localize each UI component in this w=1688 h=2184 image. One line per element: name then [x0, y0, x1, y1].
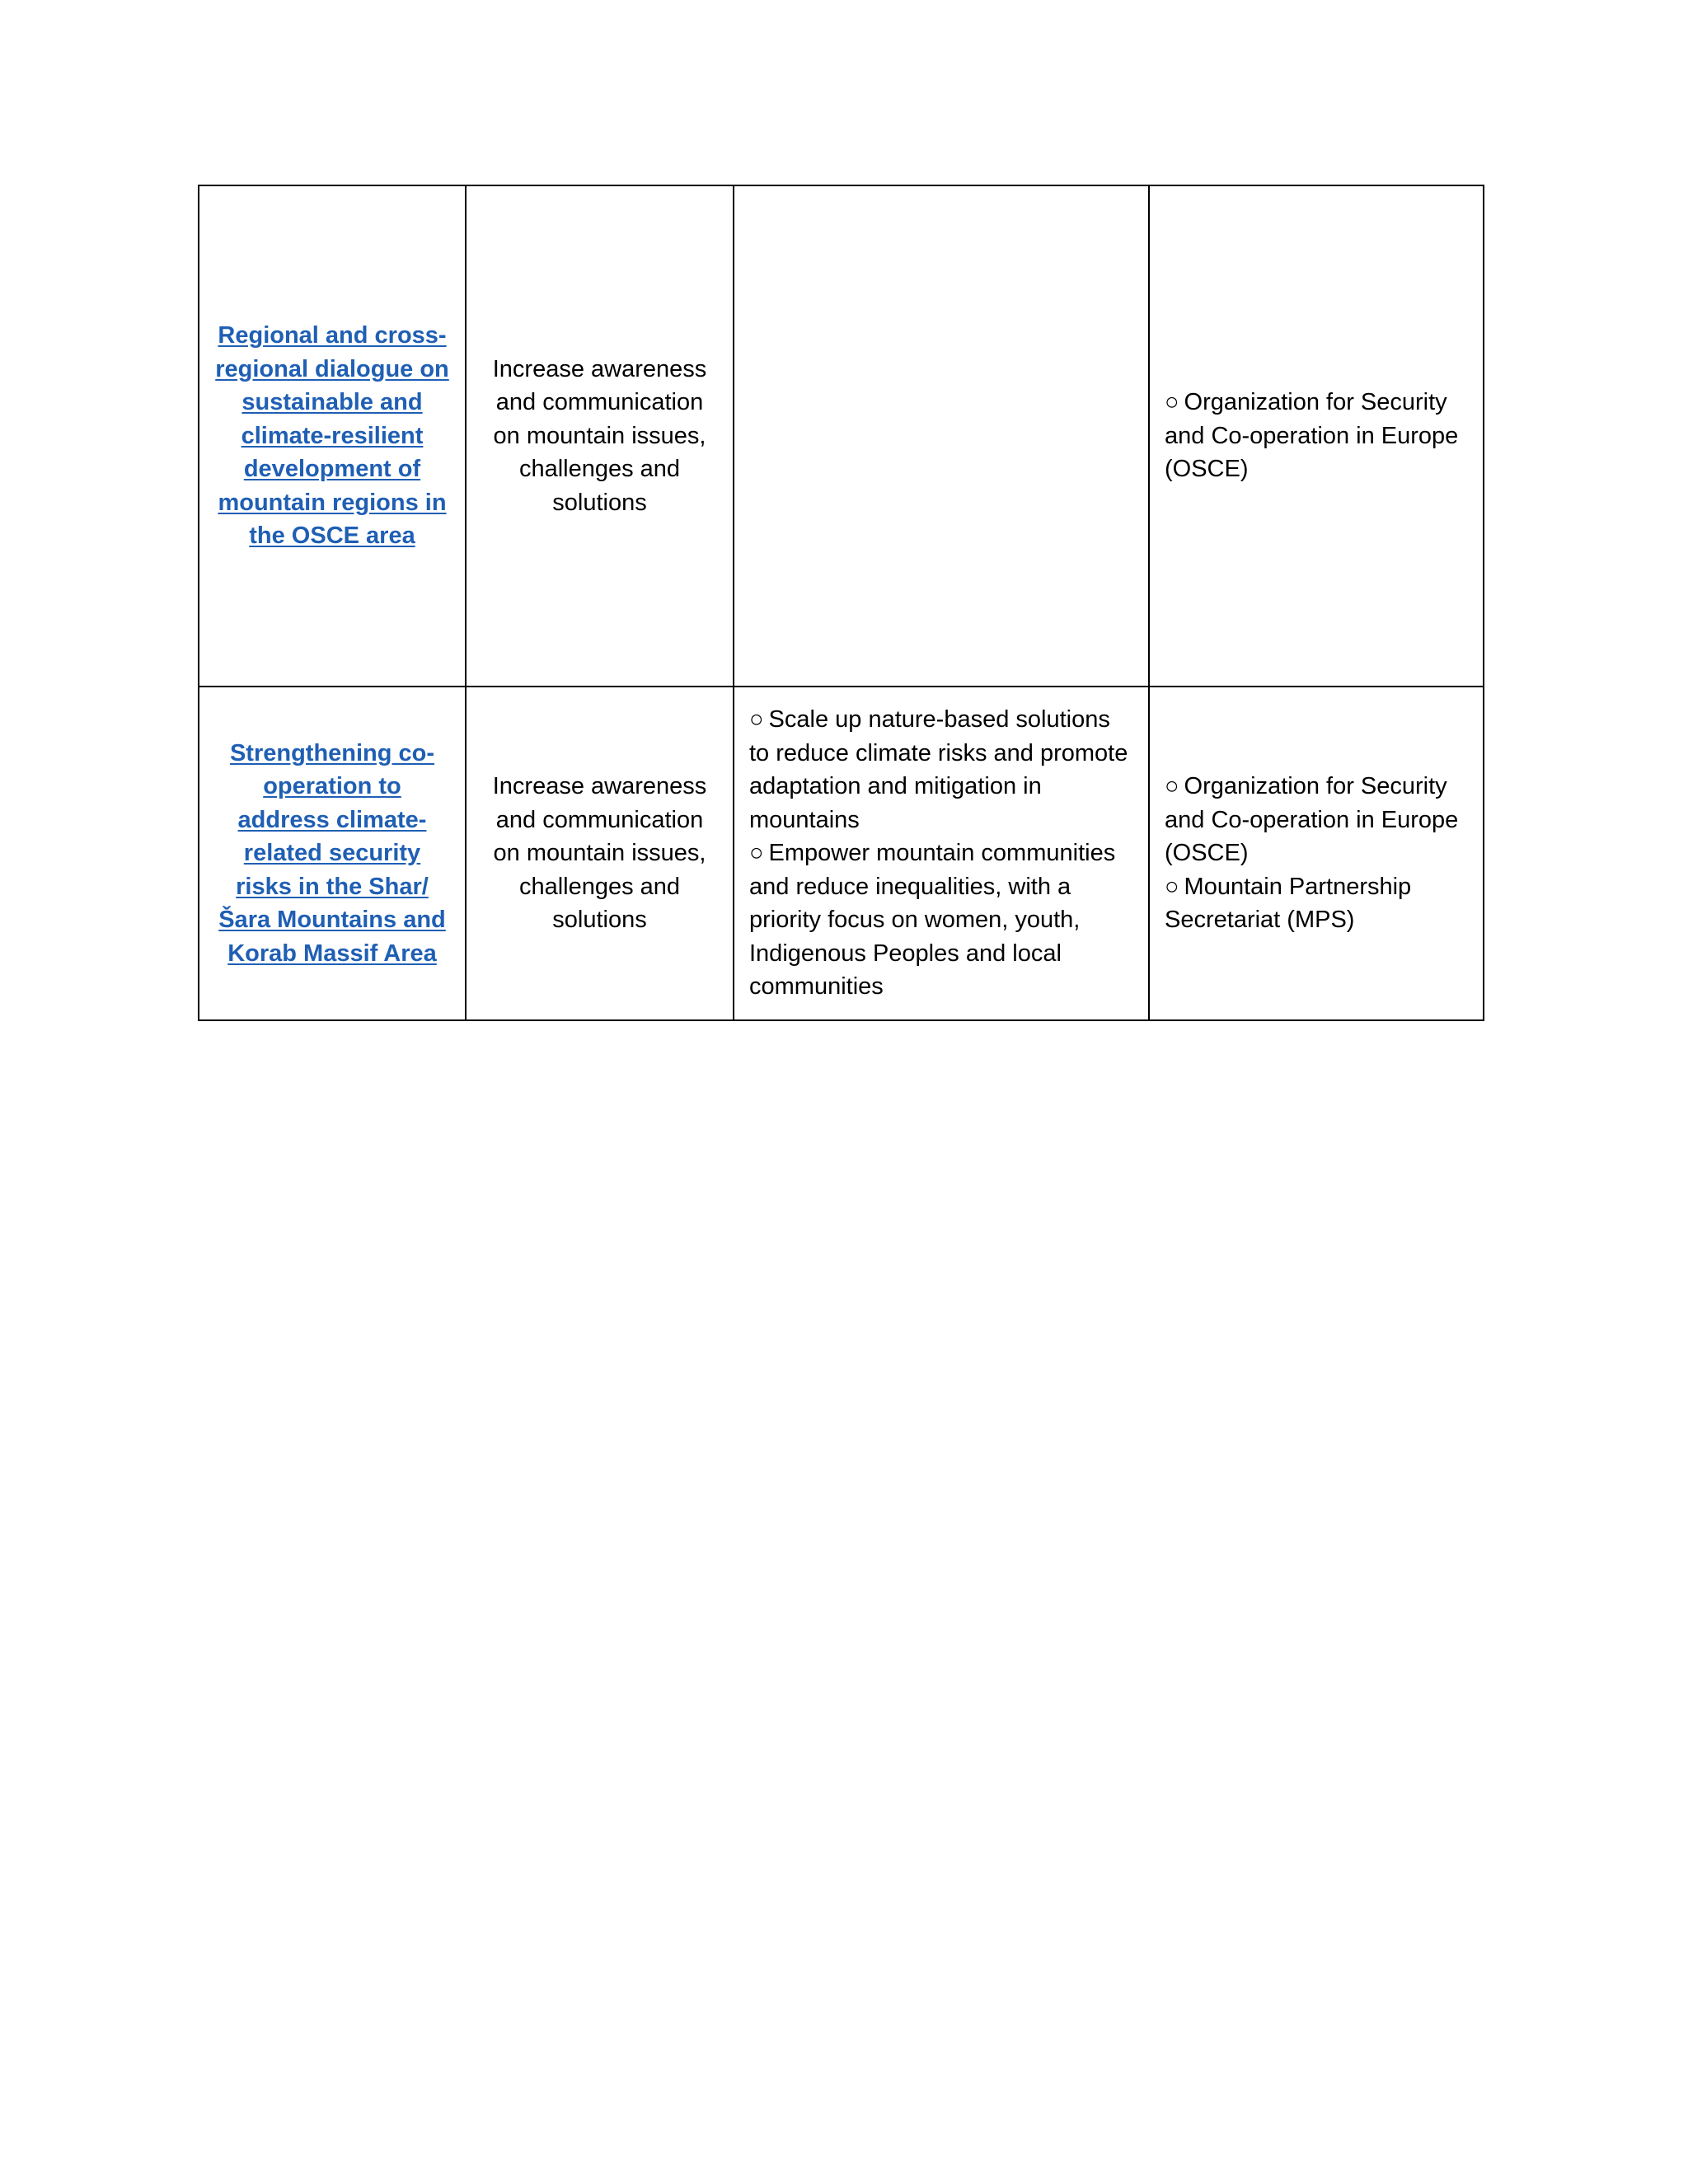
- bullet-icon: ○: [1165, 873, 1179, 900]
- table-row: [199, 185, 1484, 687]
- bullet-icon: ○: [749, 840, 764, 867]
- initiative-title-link[interactable]: Regional and cross-regional dialogue on sustainable and climate-resilient development of mountain regions in the OSCE area: [215, 322, 449, 550]
- initiative-title-cell: [199, 687, 466, 1020]
- action-item: ○ Scale up nature-based solutions to reduce climate risks and promote adaptation and mitigation in mountains: [749, 703, 1133, 837]
- actions-cell: [734, 687, 1149, 1020]
- table-row: [199, 687, 1484, 1020]
- bullet-icon: ○: [1165, 773, 1179, 800]
- partners-cell: [1149, 687, 1484, 1020]
- initiative-title-link[interactable]: Strengthening co-operation to address climate-related security risks in the Shar/Šara Mountains and Korab Massif Area: [218, 739, 446, 967]
- actions-cell: [734, 185, 1149, 687]
- initiative-title-cell: [199, 185, 466, 687]
- objective-cell: [466, 687, 734, 1020]
- bullet-icon: ○: [1165, 389, 1179, 416]
- partner-item: ○ Organization for Security and Co-operation in Europe (OSCE): [1165, 770, 1468, 870]
- objective-cell: [466, 185, 734, 687]
- initiatives-table: [198, 185, 1484, 1021]
- partner-item: ○ Organization for Security and Co-operation in Europe (OSCE): [1165, 386, 1468, 486]
- partners-cell: [1149, 185, 1484, 687]
- action-item: ○ Empower mountain communities and reduce inequalities, with a priority focus on women, youth, Indigenous Peoples and local communities: [749, 837, 1133, 1004]
- partner-item: ○ Mountain Partnership Secretariat (MPS): [1165, 870, 1468, 937]
- objective-text: Increase awareness and communication on mountain issues, challenges and solutions: [492, 355, 707, 516]
- bullet-icon: ○: [749, 706, 764, 733]
- objective-text: Increase awareness and communication on mountain issues, challenges and solutions: [492, 773, 707, 934]
